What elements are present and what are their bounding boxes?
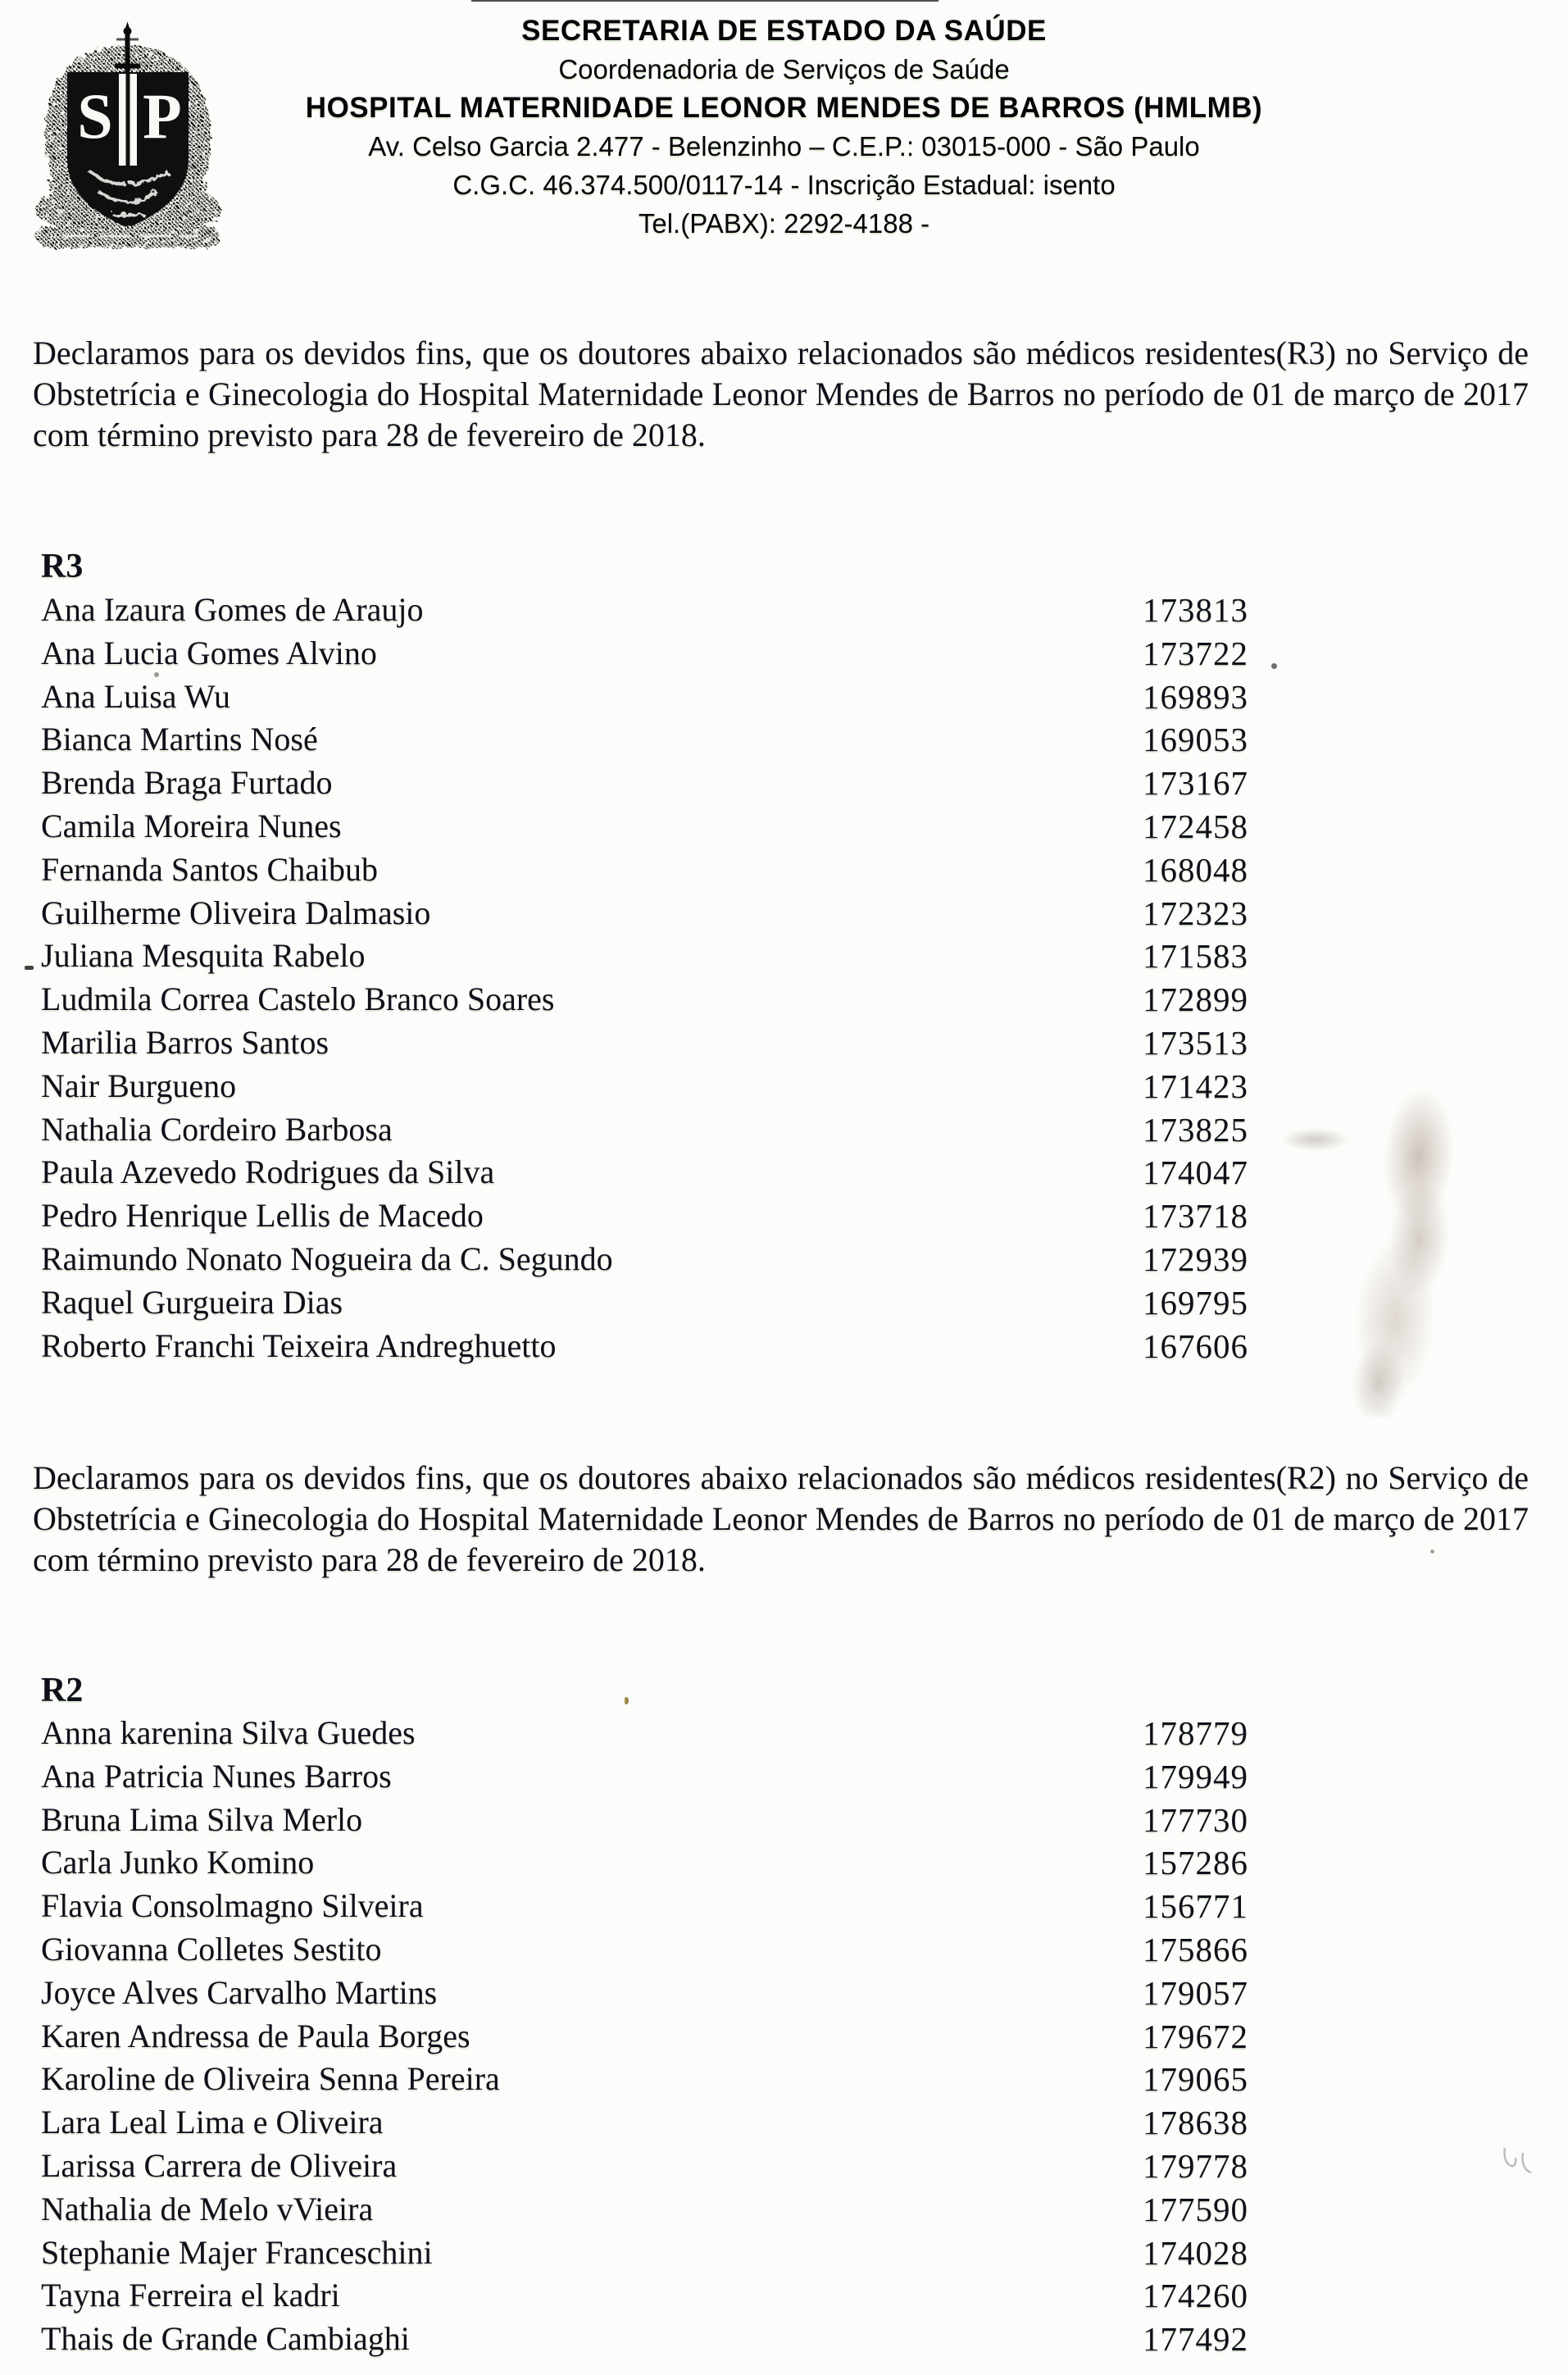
resident-number: 179672 <box>1143 2017 1248 2055</box>
scan-edge-artifact <box>471 0 939 2</box>
resident-name: Anna karenina Silva Guedes <box>41 1714 416 1751</box>
resident-row <box>41 1841 1568 1885</box>
resident-name: Ana Lucia Gomes Alvino <box>41 634 377 671</box>
resident-row <box>41 1281 1568 1325</box>
org-cgc-line: C.G.C. 46.374.500/0117-14 - Inscrição Estadual: isento <box>452 170 1116 200</box>
group-heading-r3: R3 <box>41 548 84 585</box>
resident-number: 172323 <box>1143 894 1248 932</box>
resident-number: 177492 <box>1143 2320 1248 2359</box>
resident-name: Larissa Carrera de Oliveira <box>41 2146 398 2184</box>
resident-row <box>41 1151 1568 1194</box>
resident-name: Pedro Henrique Lellis de Macedo <box>41 1197 484 1235</box>
resident-number: 172899 <box>1143 980 1248 1019</box>
group-heading-r2: R2 <box>41 1672 84 1709</box>
resident-number: 178638 <box>1143 2104 1248 2142</box>
resident-number: 178779 <box>1143 1714 1248 1752</box>
resident-row <box>41 2101 1568 2145</box>
resident-list-r2 <box>41 1712 1568 2361</box>
resident-number: 175866 <box>1143 1930 1248 1968</box>
resident-number: 179065 <box>1143 2060 1248 2099</box>
resident-name: Ludmila Correa Castelo Branco Soares <box>41 980 555 1018</box>
resident-name: Brenda Braga Furtado <box>41 764 333 802</box>
resident-name: Paula Azevedo Rodrigues da Silva <box>41 1153 495 1191</box>
resident-row <box>41 2145 1568 2188</box>
resident-row <box>41 2318 1568 2361</box>
resident-number: 174047 <box>1143 1153 1248 1192</box>
resident-row <box>41 1712 1568 1755</box>
resident-row <box>41 676 1568 719</box>
resident-number: 167606 <box>1143 1326 1248 1365</box>
org-hospital-line: HOSPITAL MATERNIDADE LEONOR MENDES DE BARROS (HMLMB) <box>305 92 1263 124</box>
resident-number: 173718 <box>1143 1197 1248 1235</box>
resident-name: Raquel Gurgueira Dias <box>41 1283 343 1321</box>
resident-name: Flavia Consolmagno Silveira <box>41 1887 424 1925</box>
resident-name: Ana Patricia Nunes Barros <box>41 1757 392 1795</box>
resident-number: 173722 <box>1143 634 1248 672</box>
resident-row <box>41 1194 1568 1238</box>
svg-text:P: P <box>143 80 182 152</box>
resident-row <box>41 1238 1568 1281</box>
resident-row <box>41 2058 1568 2101</box>
resident-row <box>41 589 1568 632</box>
resident-name: Fernanda Santos Chaibub <box>41 850 379 888</box>
resident-row <box>41 2015 1568 2059</box>
declaration-paragraph-r3: Declaramos para os devidos fins, que os doutores abaixo relacionados são médicos residentes(R3) no Serviço de Obstetrícia e Ginecologia do Hospital Maternidade Leonor Mendes de Barros no período de 01 de março de 2017 com término previsto para 28 de fevereiro de 2018. <box>33 334 1529 453</box>
resident-number: 173825 <box>1143 1110 1248 1149</box>
resident-row <box>41 2188 1568 2232</box>
resident-row <box>41 935 1568 978</box>
org-coordenadoria-line: Coordenadoria de Serviços de Saúde <box>558 54 1010 84</box>
resident-name: Roberto Franchi Teixeira Andreghuetto <box>41 1326 557 1364</box>
resident-name: Guilherme Oliveira Dalmasio <box>41 894 431 931</box>
svg-text:S: S <box>77 80 113 152</box>
resident-number: 174260 <box>1143 2277 1248 2315</box>
declaration-paragraph-r2: Declaramos para os devidos fins, que os doutores abaixo relacionados são médicos residentes(R2) no Serviço de Obstetrícia e Ginecologia do Hospital Maternidade Leonor Mendes de Barros no período de 01 de março de 2017 com término previsto para 28 de fevereiro de 2018. <box>33 1459 1529 1578</box>
scan-squiggle <box>1502 2141 1534 2177</box>
resident-row <box>41 1928 1568 1972</box>
resident-name: Nair Burgueno <box>41 1067 237 1104</box>
resident-name: Giovanna Colletes Sestito <box>41 1930 382 1968</box>
resident-number: 168048 <box>1143 850 1248 889</box>
resident-number: 177730 <box>1143 1800 1248 1839</box>
resident-name: Ana Luisa Wu <box>41 677 230 715</box>
resident-number: 173813 <box>1143 591 1248 629</box>
resident-name: Juliana Mesquita Rabelo <box>41 937 366 975</box>
resident-name: Marilia Barros Santos <box>41 1023 330 1061</box>
resident-name: Karen Andressa de Paula Borges <box>41 2017 470 2054</box>
resident-name: Tayna Ferreira el kadri <box>41 2277 340 2314</box>
resident-name: Camila Moreira Nunes <box>41 807 342 844</box>
resident-name: Joyce Alves Carvalho Martins <box>41 1973 438 2011</box>
scan-speck <box>625 1697 629 1704</box>
resident-number: 169053 <box>1143 721 1248 759</box>
resident-row <box>41 762 1568 805</box>
resident-row <box>41 1021 1568 1065</box>
resident-name: Bianca Martins Nosé <box>41 721 318 758</box>
resident-number: 177590 <box>1143 2190 1248 2228</box>
resident-number: 179778 <box>1143 2146 1248 2185</box>
resident-number: 173513 <box>1143 1023 1248 1062</box>
resident-name: Ana Izaura Gomes de Araujo <box>41 591 424 628</box>
resident-number: 179057 <box>1143 1973 1248 2012</box>
resident-row <box>41 849 1568 892</box>
resident-row <box>41 2274 1568 2318</box>
resident-number: 174028 <box>1143 2233 1248 2272</box>
resident-row <box>41 632 1568 676</box>
resident-name: Bruna Lima Silva Merlo <box>41 1800 363 1838</box>
resident-list-r3 <box>41 589 1568 1367</box>
resident-row <box>41 718 1568 762</box>
org-address-line: Av. Celso Garcia 2.477 - Belenzinho – C.E.P.: 03015-000 - São Paulo <box>368 131 1200 162</box>
resident-row <box>41 1755 1568 1799</box>
resident-row <box>41 2232 1568 2275</box>
letterhead <box>0 11 1568 243</box>
resident-row <box>41 805 1568 849</box>
resident-row <box>41 1972 1568 2015</box>
resident-number: 171423 <box>1143 1067 1248 1105</box>
org-phone-line: Tel.(PABX): 2292-4188 - <box>638 208 930 239</box>
resident-row <box>41 1325 1568 1368</box>
resident-name: Nathalia Cordeiro Barbosa <box>41 1110 393 1148</box>
resident-row <box>41 978 1568 1021</box>
resident-number: 172939 <box>1143 1240 1248 1278</box>
resident-number: 171583 <box>1143 937 1248 976</box>
resident-name: Thais de Grande Cambiaghi <box>41 2320 410 2358</box>
resident-number: 169795 <box>1143 1283 1248 1322</box>
resident-number: 156771 <box>1143 1887 1248 1926</box>
resident-name: Karoline de Oliveira Senna Pereira <box>41 2060 500 2098</box>
resident-name: Raimundo Nonato Nogueira da C. Segundo <box>41 1240 613 1277</box>
resident-number: 173167 <box>1143 764 1248 803</box>
resident-name: Stephanie Majer Franceschini <box>41 2233 433 2271</box>
scan-speck <box>25 966 34 970</box>
resident-name: Carla Junko Komino <box>41 1844 315 1881</box>
resident-number: 169893 <box>1143 677 1248 716</box>
resident-row <box>41 1885 1568 1928</box>
org-secretaria-line: SECRETARIA DE ESTADO DA SAÚDE <box>521 15 1047 47</box>
resident-name: Nathalia de Melo vVieira <box>41 2190 374 2227</box>
resident-row <box>41 1065 1568 1108</box>
resident-number: 172458 <box>1143 807 1248 845</box>
resident-row <box>41 1799 1568 1842</box>
resident-row <box>41 892 1568 935</box>
resident-number: 157286 <box>1143 1844 1248 1882</box>
resident-name: Lara Leal Lima e Oliveira <box>41 2104 384 2141</box>
resident-number: 179949 <box>1143 1757 1248 1795</box>
resident-row <box>41 1108 1568 1152</box>
